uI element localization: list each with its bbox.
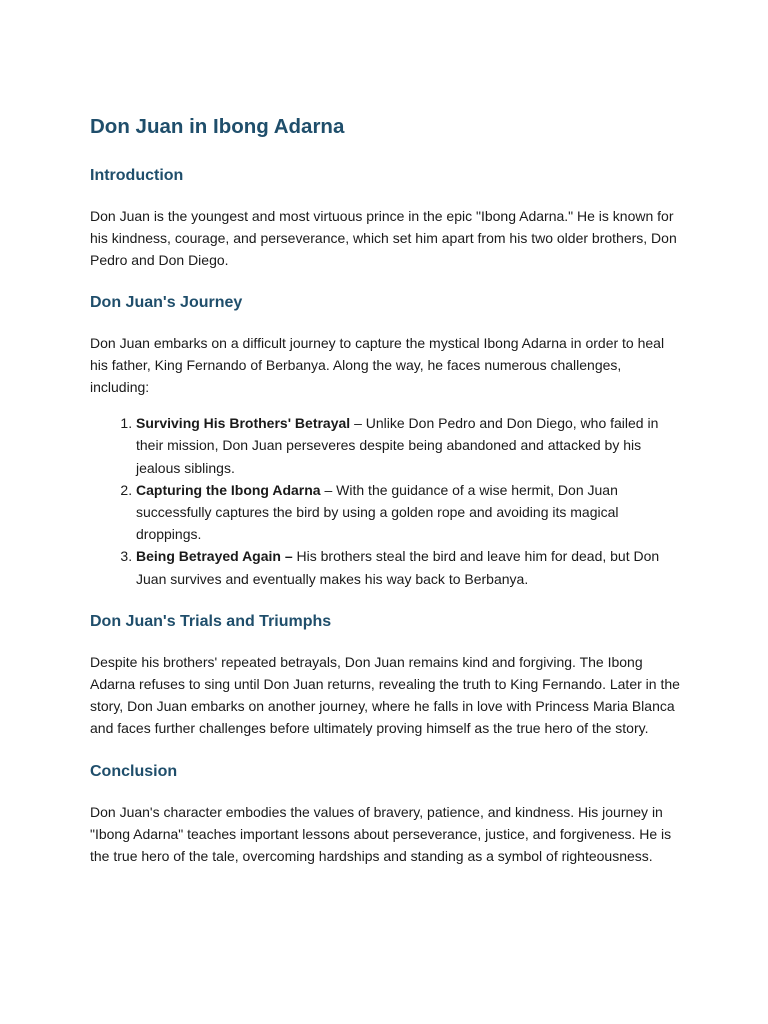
section-paragraph: Don Juan's character embodies the values of bravery, patience, and kindness. His journey in "Ibong Adarna" teaches important lessons about perseverance, justice, and forgiveness. He is the true hero of the tale, overcoming hardships and standing as a symbol of righteousness. — [90, 803, 672, 865]
document-title: Don Juan in Ibong Adarna — [90, 115, 345, 138]
section-paragraph: Don Juan embarks on a difficult journey to capture the mystical Ibong Adarna in order to heal his father, King Fernando of Berbanya. Along the way, he faces numerous challenges, including: — [90, 334, 665, 396]
challenges-list — [90, 412, 680, 590]
list-item-title: Surviving His Brothers' Betrayal — [136, 415, 351, 432]
section-heading: Introduction — [90, 167, 184, 184]
section-conclusion — [90, 760, 680, 868]
document-page — [90, 112, 680, 867]
list-item-title: Capturing the Ibong Adarna — [136, 481, 321, 498]
section-paragraph: Despite his brothers' repeated betrayals, Don Juan remains kind and forgiving. The Ibong Adarna refuses to sing until Don Juan returns, revealing the truth to King Fernando. Later in the story, Don Juan embarks on another journey, where he falls in love with Princess Maria Blanca and faces further challenges before ultimately proving himself as the true hero of the story. — [90, 653, 680, 737]
section-trials-and-triumphs — [90, 610, 680, 740]
section-heading: Don Juan's Trials and Triumphs — [90, 612, 332, 630]
list-item-title: Being Betrayed Again – — [136, 548, 293, 565]
section-heading: Don Juan's Journey — [90, 293, 243, 311]
list-item-text: His brothers steal the bird and leave him for dead, but Don Juan survives and eventually makes his way back to Berbanya. — [136, 548, 660, 587]
section-journey — [90, 291, 680, 590]
list-item-text: – With the guidance of a wise hermit, Don Juan successfully captures the bird by using a golden rope and avoiding its magical droppings. — [136, 481, 619, 543]
list-item — [136, 479, 680, 546]
list-item-text: – Unlike Don Pedro and Don Diego, who failed in their mission, Don Juan perseveres despite being abandoned and attacked by his jealous siblings. — [136, 415, 659, 476]
section-heading: Conclusion — [90, 762, 178, 780]
section-introduction — [90, 164, 680, 272]
list-item — [136, 412, 680, 479]
list-item — [136, 545, 680, 589]
section-paragraph: Don Juan is the youngest and most virtuous prince in the epic "Ibong Adarna." He is known for his kindness, courage, and perseverance, which set him apart from his two older brothers, Don Pedro and Don Diego. — [90, 208, 677, 269]
